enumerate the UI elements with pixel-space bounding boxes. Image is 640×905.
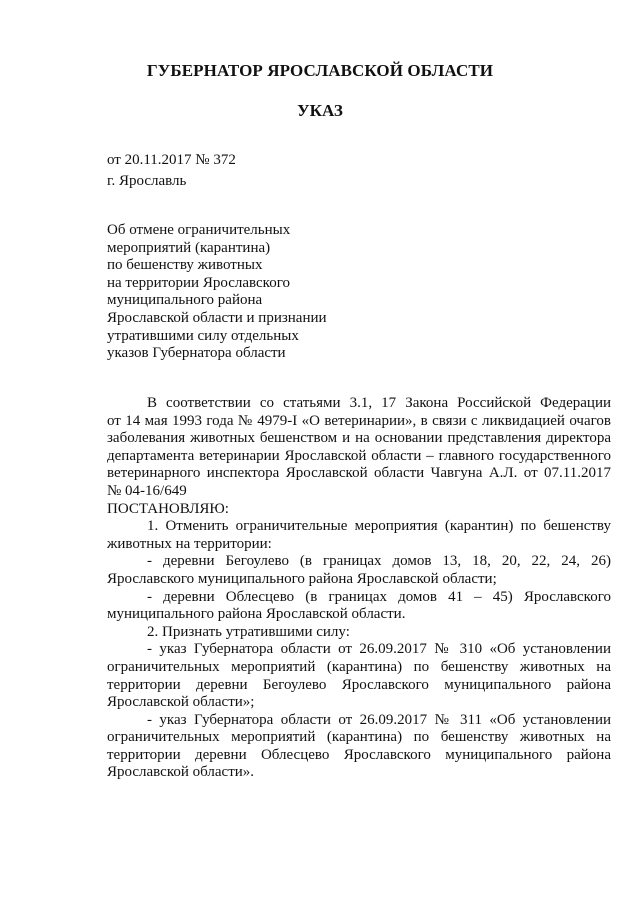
decree-word: ПОСТАНОВЛЯЮ:: [107, 500, 229, 517]
document-body: [107, 395, 611, 782]
item-1-subitem-1: [107, 553, 611, 588]
subitem-line: Ярославской области»;: [107, 694, 255, 711]
item-1-subitem-2: [107, 589, 611, 624]
preamble-line: ветеринарного инспектора Ярославской области Чавгуна А.Л. от 07.11.2017: [107, 465, 611, 482]
document-meta: [107, 150, 236, 192]
subject-line: утратившими силу отдельных: [107, 327, 299, 344]
subitem-line: Ярославской области».: [107, 764, 255, 781]
subitem-line: - деревни Бегоулево (в границах домов 13, 18, 20, 22, 24, 26): [147, 553, 611, 570]
preamble-line: заболевания животных бешенством и на основании представления директора: [107, 430, 611, 447]
item-1-line: 1. Отменить ограничительные мероприятия (карантин) по бешенству: [147, 518, 611, 535]
subitem-line: территории деревни Облесцево Ярославского муниципального района: [107, 746, 611, 763]
subitem-line: территории деревни Бегоулево Ярославского муниципального района: [107, 676, 611, 693]
subject-line: Ярославской области и признании: [107, 309, 327, 326]
subitem-line: Ярославского муниципального района Ярославской области;: [107, 570, 497, 587]
subject-line: на территории Ярославского: [107, 274, 290, 291]
subitem-line: ограничительных мероприятий (карантина) по бешенству животных на: [107, 658, 611, 675]
issuer-title: ГУБЕРНАТОР ЯРОСЛАВСКОЙ ОБЛАСТИ: [146, 61, 494, 80]
subject-line: муниципального района: [107, 292, 263, 309]
preamble-line: департамента ветеринарии Ярославской области – главного государственного: [107, 447, 611, 464]
preamble-paragraph: [107, 395, 611, 501]
date-and-number: от 20.11.2017 № 372: [107, 152, 236, 168]
subitem-line: - деревни Облесцево (в границах домов 41 – 45) Ярославского: [147, 588, 611, 605]
preamble-line: № 04-16/649: [107, 482, 187, 499]
subject-line: Об отмене ограничительных: [107, 222, 291, 238]
item-1: [107, 518, 611, 553]
document-subject: [107, 222, 327, 363]
subject-line: указов Губернатора области: [107, 345, 286, 362]
city: г. Ярославль: [107, 173, 187, 189]
preamble-line: от 14 мая 1993 года № 4979-I «О ветеринарии», в связи с ликвидацией очагов: [107, 412, 611, 429]
subject-line: по бешенству животных: [107, 257, 263, 274]
item-2-subitem-1: [107, 641, 611, 711]
subitem-line: ограничительных мероприятий (карантина) по бешенству животных на: [107, 729, 611, 746]
subitem-line: муниципального района Ярославской области.: [107, 606, 406, 623]
preamble-line: В соответствии со статьями 3.1, 17 Закона Российской Федерации: [147, 395, 611, 411]
subitem-line: - указ Губернатора области от 26.09.2017 № 311 «Об установлении: [147, 711, 611, 728]
item-2-subitem-2: [107, 712, 611, 782]
subitem-line: - указ Губернатора области от 26.09.2017 № 310 «Об установлении: [147, 641, 611, 658]
subject-line: мероприятий (карантина): [107, 239, 271, 256]
document-type-title: УКАЗ: [297, 101, 343, 120]
item-2-line: 2. Признать утратившими силу:: [147, 623, 350, 640]
item-1-line: животных на территории:: [107, 535, 272, 552]
